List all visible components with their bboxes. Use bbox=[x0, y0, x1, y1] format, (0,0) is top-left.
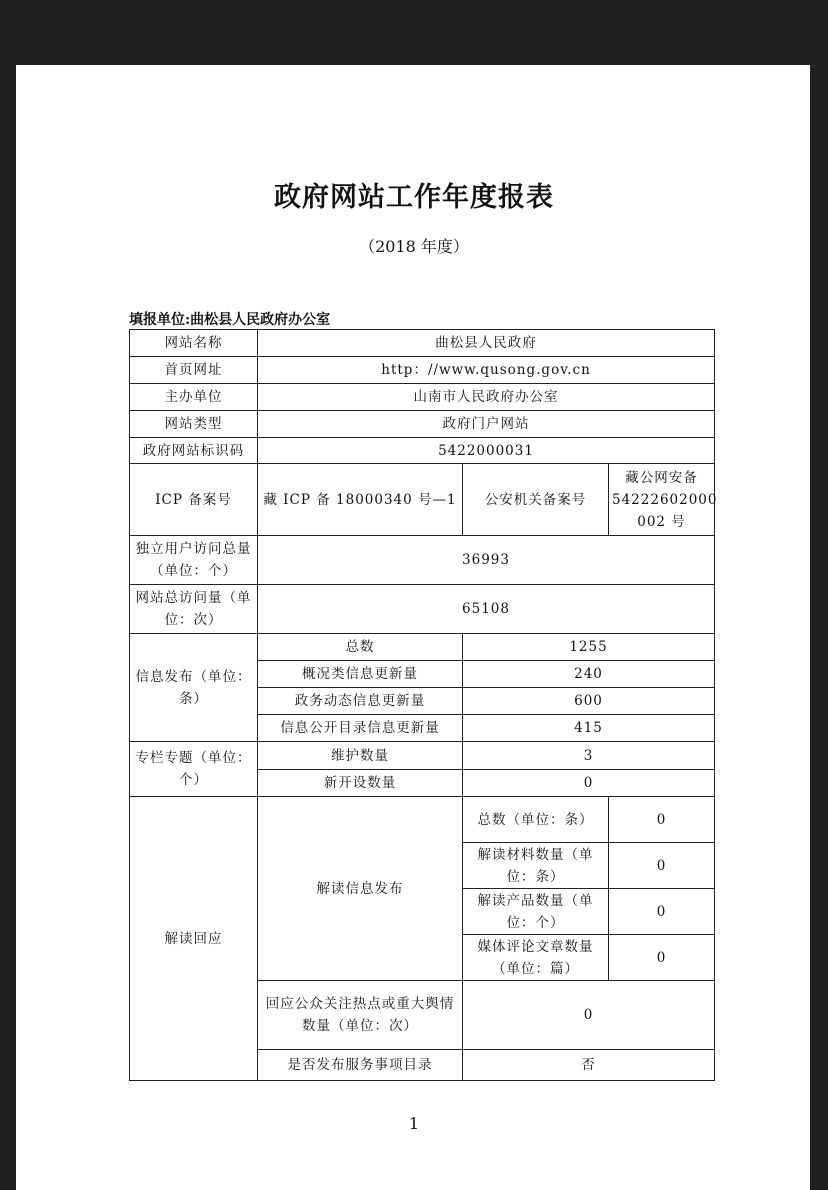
info-affairs-label: 政务动态信息更新量 bbox=[258, 688, 463, 715]
service-catalog-label: 是否发布服务事项目录 bbox=[258, 1050, 463, 1081]
column-new-value: 0 bbox=[463, 770, 715, 797]
police-record-label: 公安机关备案号 bbox=[463, 464, 609, 536]
page-number: 1 bbox=[408, 1114, 420, 1133]
unique-visitors-value: 36993 bbox=[258, 536, 715, 585]
column-topics-label: 专栏专题（单位：个） bbox=[130, 742, 258, 797]
info-overview-value: 240 bbox=[463, 661, 715, 688]
column-maintain-label: 维护数量 bbox=[258, 742, 463, 770]
info-overview-label: 概况类信息更新量 bbox=[258, 661, 463, 688]
interp-material-label: 解读材料数量（单位：条） bbox=[463, 843, 609, 889]
report-year: （2018 年度） bbox=[359, 237, 469, 256]
interpretation-response-label: 解读回应 bbox=[130, 797, 258, 1081]
reporting-unit: 填报单位:曲松县人民政府办公室 bbox=[129, 312, 331, 328]
info-publish-label: 信息发布（单位：条） bbox=[130, 634, 258, 742]
column-maintain-value: 3 bbox=[463, 742, 715, 770]
interpretation-publish-label: 解读信息发布 bbox=[258, 797, 463, 981]
interp-total-label: 总数（单位：条） bbox=[463, 797, 609, 843]
interp-product-label: 解读产品数量（单位：个） bbox=[463, 889, 609, 935]
info-total-label: 总数 bbox=[258, 634, 463, 661]
column-new-label: 新开设数量 bbox=[258, 770, 463, 797]
site-name-value: 曲松县人民政府 bbox=[258, 330, 715, 357]
info-total-value: 1255 bbox=[463, 634, 715, 661]
unique-visitors-label: 独立用户访问总量（单位：个） bbox=[130, 536, 258, 585]
police-record-value: 藏公网安备 54222602000 002 号 bbox=[609, 464, 715, 536]
site-type-value: 政府门户网站 bbox=[258, 411, 715, 438]
response-hotspot-label: 回应公众关注热点或重大舆情数量（单位：次） bbox=[258, 981, 463, 1050]
report-table bbox=[129, 329, 718, 1081]
info-open-label: 信息公开目录信息更新量 bbox=[258, 715, 463, 742]
site-code-label: 政府网站标识码 bbox=[130, 438, 258, 464]
sponsor-label: 主办单位 bbox=[130, 384, 258, 411]
response-hotspot-value: 0 bbox=[463, 981, 715, 1050]
report-title: 政府网站工作年度报表 bbox=[274, 182, 554, 213]
home-url-value: http：//www.qusong.gov.cn bbox=[258, 357, 715, 384]
site-type-label: 网站类型 bbox=[130, 411, 258, 438]
home-url-label: 首页网址 bbox=[130, 357, 258, 384]
interp-product-value: 0 bbox=[609, 889, 715, 935]
info-open-value: 415 bbox=[463, 715, 715, 742]
interp-media-value: 0 bbox=[609, 935, 715, 981]
site-name-label: 网站名称 bbox=[130, 330, 258, 357]
sponsor-value: 山南市人民政府办公室 bbox=[258, 384, 715, 411]
service-catalog-value: 否 bbox=[463, 1050, 715, 1081]
page-views-value: 65108 bbox=[258, 585, 715, 634]
interp-material-value: 0 bbox=[609, 843, 715, 889]
icp-value: 藏 ICP 备 18000340 号—1 bbox=[258, 464, 463, 536]
info-affairs-value: 600 bbox=[463, 688, 715, 715]
page-views-label: 网站总访问量（单位：次） bbox=[130, 585, 258, 634]
site-code-value: 5422000031 bbox=[258, 438, 715, 464]
interp-total-value: 0 bbox=[609, 797, 715, 843]
interp-media-label: 媒体评论文章数量（单位：篇） bbox=[463, 935, 609, 981]
icp-label: ICP 备案号 bbox=[130, 464, 258, 536]
